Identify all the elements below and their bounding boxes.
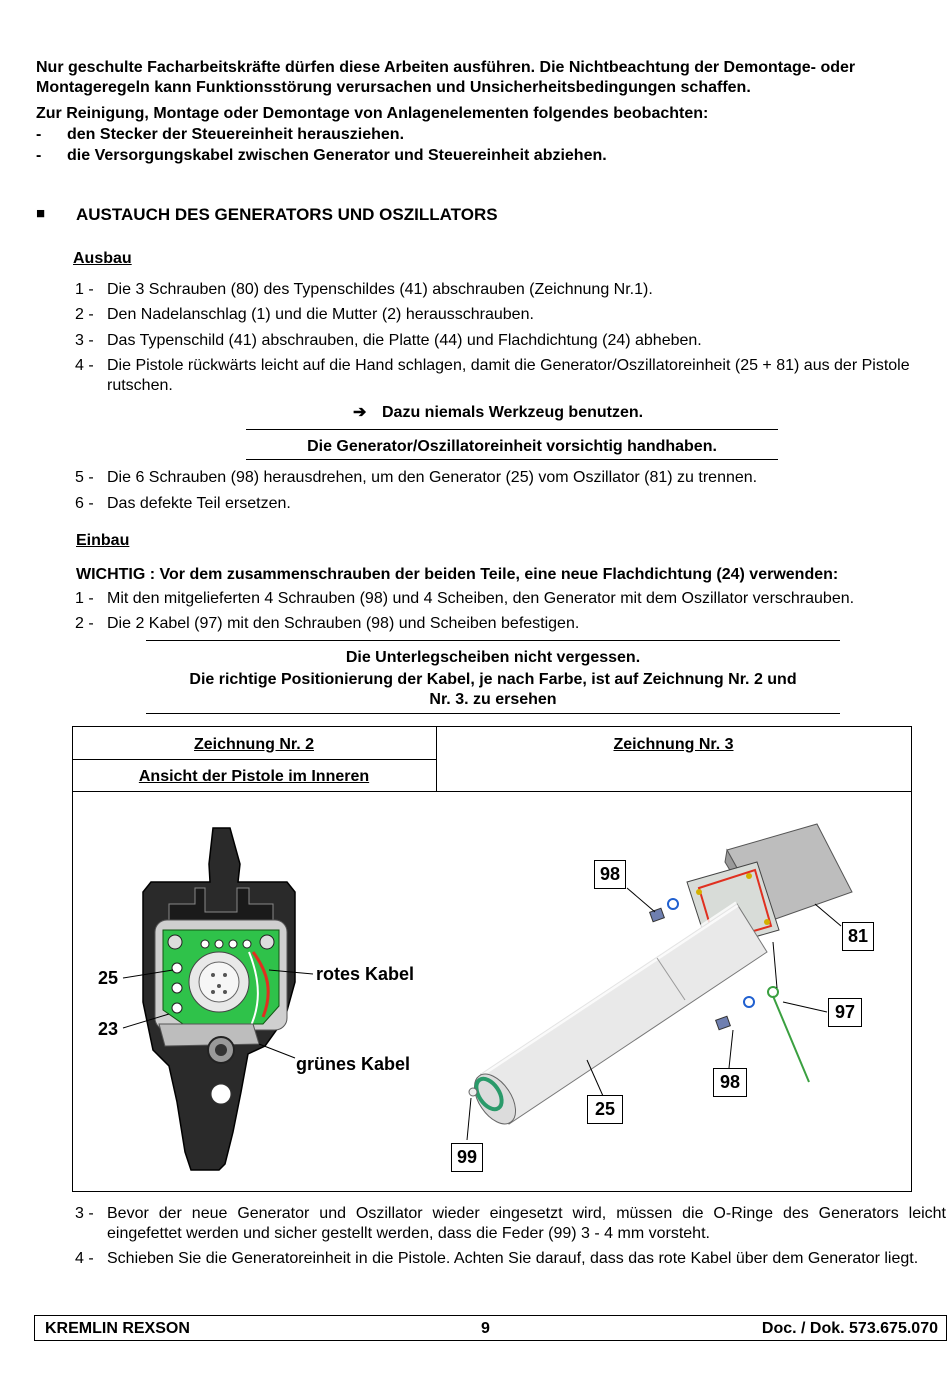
divider (246, 459, 778, 460)
fig3-callout-25: 25 (587, 1095, 623, 1124)
step-number: 1 - (75, 281, 94, 298)
fig3-drawing (437, 792, 910, 1189)
footer (34, 1315, 947, 1341)
fig2-drawing (73, 792, 436, 1189)
table-divider (72, 759, 437, 760)
section-title: AUSTAUCH DES GENERATORS UND OSZILLATORS (76, 205, 498, 224)
fig2-label-red-cable: rotes Kabel (316, 964, 415, 984)
divider (246, 429, 778, 430)
note-no-tools: Dazu niemals Werkzeug benutzen. (382, 404, 644, 421)
divider (146, 713, 840, 714)
fig2-title: Zeichnung Nr. 2 (193, 736, 314, 753)
step-number: 4 - (75, 357, 94, 374)
step-text: Bevor der neue Generator und Oszillator wieder eingesetzt wird, müssen die O-Ringe des Generators leicht eingefettet werden und sicher gestellt werden, dass die Feder (99) 3 - 4 mm vorsteht. (107, 1205, 946, 1242)
observe-line: Zur Reinigung, Montage oder Demontage von Anlagenelementen folgendes beobachten: (36, 105, 709, 122)
note-handle-carefully: Die Generator/Oszillatoreinheit vorsichtig handhaben. (307, 438, 717, 455)
fig3-callout-98: 98 (594, 860, 626, 889)
bullet-text: die Versorgungskabel zwischen Generator und Steuereinheit abziehen. (67, 147, 607, 164)
bullet-dash: - (36, 147, 42, 164)
note-cables-line: Die richtige Positionierung der Kabel, je nach Farbe, ist auf Zeichnung Nr. 2 und (189, 671, 797, 688)
note-cables-line: Nr. 3. zu ersehen (429, 691, 557, 708)
note-washers: Die Unterlegscheiben nicht vergessen. (345, 649, 641, 666)
fig2-label-23: 23 (98, 1019, 119, 1039)
footer-company: KREMLIN REXSON (45, 1320, 190, 1337)
fig2-subtitle: Ansicht der Pistole im Inneren (138, 768, 370, 785)
fig3-callout-97: 97 (828, 998, 862, 1027)
step-text: Schieben Sie die Generatoreinheit in die Pistole. Achten Sie darauf, dass das rote Kabel über dem Generator liegt. (107, 1250, 919, 1267)
step-text: Das defekte Teil ersetzen. (107, 495, 291, 512)
step-text: Mit den mitgelieferten 4 Schrauben (98) und 4 Scheiben, den Generator mit dem Oszillator verschrauben. (107, 590, 855, 607)
warning-line-1: Nur geschulte Facharbeitskräfte dürfen diese Arbeiten ausführen. Die Nichtbeachtung der Demontage- oder (36, 59, 856, 76)
warning-line-2: Montageregeln kann Funktionsstörung verursachen und Unsicherheitsbedingungen schaffen. (36, 79, 751, 96)
step-number: 4 - (75, 1250, 94, 1267)
fig2-label-green-cable: grünes Kabel (296, 1054, 411, 1074)
divider (146, 640, 840, 641)
step-number: 1 - (75, 590, 94, 607)
einbau-heading: Einbau (76, 532, 130, 549)
fig2-label-25: 25 (98, 968, 119, 988)
fig3-callout-98: 98 (713, 1068, 747, 1097)
arrow-right-icon: ➔ (353, 404, 367, 421)
step-number: 5 - (75, 469, 94, 486)
step-number: 6 - (75, 495, 94, 512)
fig3-callout-99: 99 (451, 1143, 483, 1172)
step-number: 2 - (75, 615, 94, 632)
step-text: Die 3 Schrauben (80) des Typenschildes (41) abschrauben (Zeichnung Nr.1). (107, 281, 653, 298)
step-number: 3 - (75, 332, 94, 349)
important-note: WICHTIG : Vor dem zusammenschrauben der beiden Teile, eine neue Flachdichtung (24) verwenden: (76, 566, 839, 583)
ausbau-heading: Ausbau (73, 250, 132, 267)
footer-page-number: 9 (481, 1320, 490, 1337)
fig3-callout-81: 81 (842, 922, 874, 951)
step-text: Die 6 Schrauben (98) herausdrehen, um den Generator (25) vom Oszillator (81) zu trennen. (107, 469, 758, 486)
step-text: Den Nadelanschlag (1) und die Mutter (2) herausschrauben. (107, 306, 534, 323)
section-bullet-icon: ■ (36, 205, 46, 222)
step-number: 2 - (75, 306, 94, 323)
step-text: Das Typenschild (41) abschrauben, die Platte (44) und Flachdichtung (24) abheben. (107, 332, 702, 349)
footer-doc-number: Doc. / Dok. 573.675.070 (761, 1320, 938, 1337)
bullet-text: den Stecker der Steuereinheit herausziehen. (67, 126, 405, 143)
step-text: Die 2 Kabel (97) mit den Schrauben (98) und Scheiben befestigen. (107, 615, 580, 632)
fig3-title: Zeichnung Nr. 3 (613, 736, 734, 753)
step-text: Die Pistole rückwärts leicht auf die Hand schlagen, damit die Generator/Oszillatoreinheit (25 + 81) aus der Pistole rutschen. (107, 357, 910, 394)
bullet-dash: - (36, 126, 42, 143)
step-number: 3 - (75, 1205, 94, 1222)
